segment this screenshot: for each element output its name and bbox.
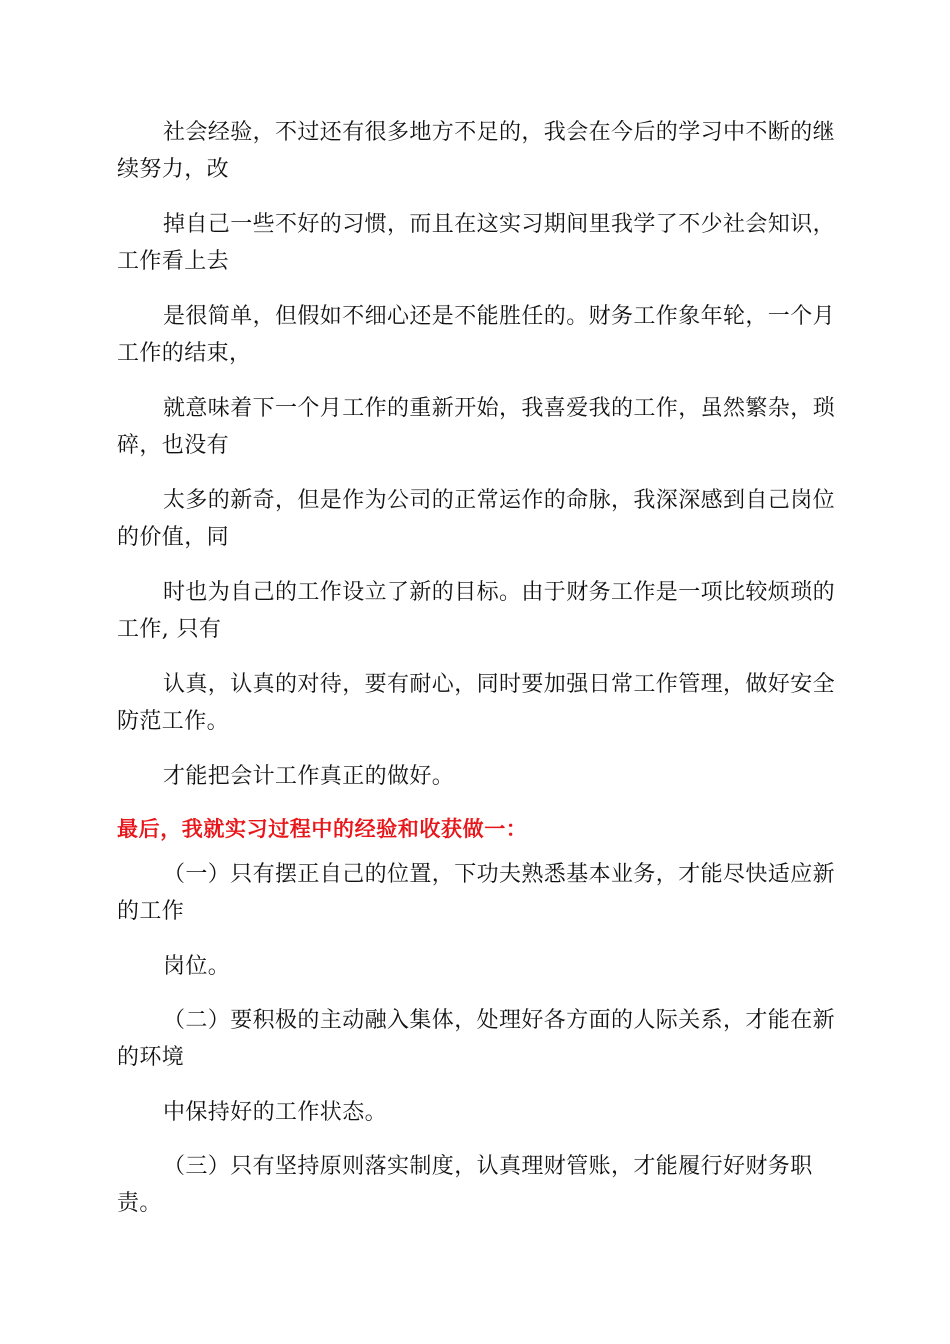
list-item-line: 的环境 (117, 1045, 185, 1070)
paragraph-line: 太多的新奇，但是作为公司的正常运作的命脉，我深深感到自己岗位 (163, 488, 836, 513)
paragraph-line: 时也为自己的工作设立了新的目标。由于财务工作是一项比较烦琐的 (163, 580, 836, 605)
paragraph-line: 是很简单，但假如不细心还是不能胜任的。财务工作象年轮，一个月 (163, 304, 836, 329)
paragraph-line: 社会经验，不过还有很多地方不足的，我会在今后的学习中不断的继 (163, 120, 836, 145)
paragraph-line: 工作看上去 (117, 249, 230, 274)
list-item (117, 856, 837, 930)
list-item-line: 岗位。 (163, 954, 231, 979)
list-item-line: （三）只有坚持原则落实制度，认真理财管账，才能履行好财务职 (163, 1154, 813, 1179)
list-item (117, 948, 837, 985)
paragraph-line: 的价值，同 (117, 525, 230, 550)
paragraph (117, 206, 837, 280)
paragraph (117, 758, 837, 795)
paragraph (117, 114, 837, 188)
paragraph (117, 666, 837, 740)
paragraph-line: 防范工作。 (117, 709, 230, 734)
list-item (117, 1148, 837, 1222)
paragraph-line: 碎，也没有 (117, 433, 230, 458)
list-item (117, 1002, 837, 1076)
paragraph-line: 就意味着下一个月工作的重新开始，我喜爱我的工作，虽然繁杂，琐 (163, 396, 836, 421)
list-item-line: 责。 (117, 1191, 162, 1216)
list-item-line: 中保持好的工作状态。 (163, 1100, 388, 1125)
paragraph (117, 574, 837, 648)
paragraph (117, 298, 837, 372)
paragraph (117, 482, 837, 556)
list-item-line: 的工作 (117, 899, 185, 924)
paragraph-line: 认真，认真的对待，要有耐心，同时要加强日常工作管理，做好安全 (163, 672, 836, 697)
section-heading: 最后，我就实习过程中的经验和收获做一： (117, 817, 528, 841)
paragraph-line: 工作, 只有 (117, 617, 222, 642)
paragraph-line: 续努力，改 (117, 157, 230, 182)
paragraph-line: 工作的结束， (117, 341, 252, 366)
paragraph (117, 390, 837, 464)
list-item-line: （二）要积极的主动融入集体，处理好各方面的人际关系，才能在新 (163, 1008, 836, 1033)
paragraph-line: 才能把会计工作真正的做好。 (163, 764, 455, 789)
list-item-line: （一）只有摆正自己的位置，下功夫熟悉基本业务，才能尽快适应新 (163, 862, 836, 887)
list-item (117, 1094, 837, 1131)
paragraph-line: 掉自己一些不好的习惯，而且在这实习期间里我学了不少社会知识， (163, 212, 836, 237)
